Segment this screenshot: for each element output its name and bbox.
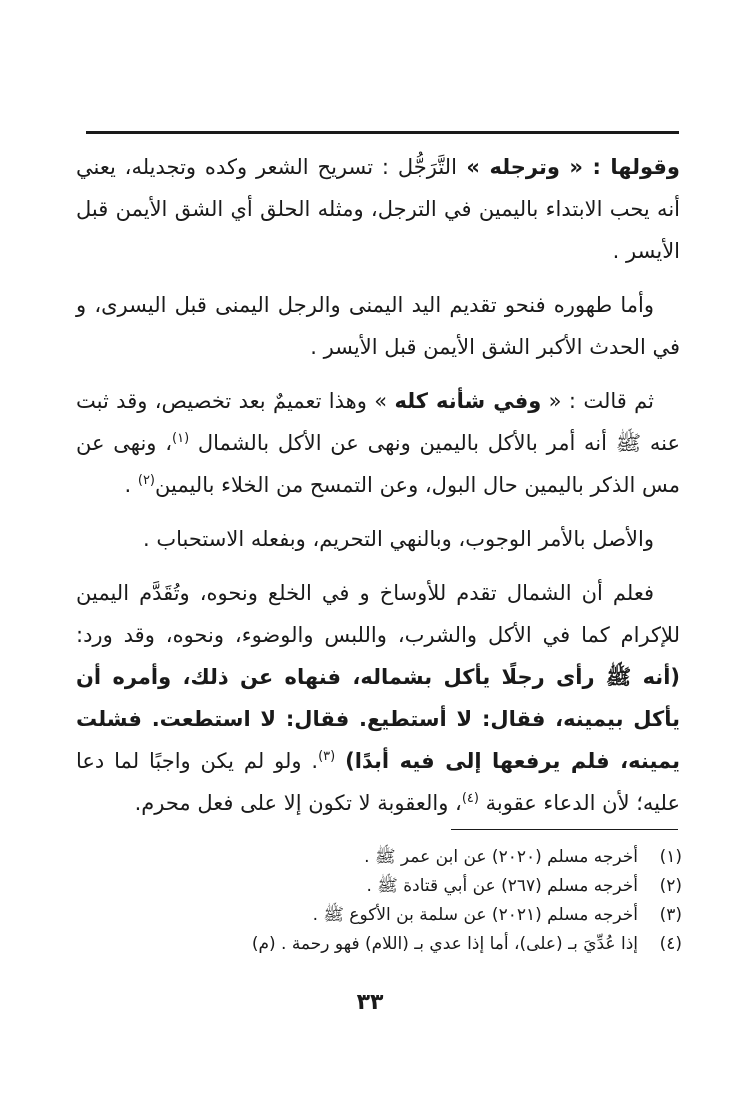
paragraph: [76, 146, 680, 272]
footnote-1: [220, 843, 682, 872]
text-run: ، والعقوبة لا تكون إلا على فعل محرم.: [134, 791, 462, 815]
paragraph: [76, 572, 680, 824]
paragraph: [76, 518, 680, 560]
text-run: والأصل بالأمر الوجوب، وبالنهي التحريم، وبفعله الاستحباب .: [143, 527, 654, 551]
header-rule: [86, 131, 679, 134]
page-number: ٣٣: [356, 990, 384, 1015]
footnote-number: (٣): [659, 905, 682, 925]
text-run: .: [124, 473, 138, 497]
bold-text: (أنه ﷺ رأى رجلًا يأكل بشماله، فنهاه عن ذلك، وأمره أن يأكل بيمينه، فقال: لا أستطيع. فقال: لا استطعت. فشلت يمينه، فلم يرفعها إلى فيه أبدًا): [76, 665, 680, 773]
main-text: [76, 146, 680, 836]
text-run: وأما طهوره فنحو تقديم اليد اليمنى والرجل اليمنى قبل اليسرى، و في الحدث الأكبر الشق الأيمن قبل الأيسر .: [76, 293, 680, 359]
footnotes: [220, 843, 682, 959]
footnote-text: إذا عُدِّيَ بـ (على)، أما إذا عدي بـ (اللام) فهو رحمة . (م): [251, 934, 638, 954]
bold-text: وفي شأنه كله: [394, 389, 542, 413]
footnote-reference: (١): [172, 431, 190, 446]
text-run: ثم قالت : «: [541, 389, 654, 413]
bold-text: وقولها : « وترجله »: [456, 155, 680, 179]
footnote-text: أخرجه مسلم (٢٦٧) عن أبي قتادة ﷺ .: [366, 876, 638, 896]
text-run: » وهذا تعميمٌ بعد تخصيص، وقد ثبت عنه ﷺ أنه أمر بالأكل باليمين ونهى عن الأكل بالشمال: [76, 389, 680, 455]
footnote-reference: (٣): [318, 749, 336, 764]
text-run: [335, 749, 345, 773]
text-run: . ولو لم يكن واجبًا لما دعا عليه؛ لأن الدعاء عقوبة: [76, 749, 680, 815]
footnote-separator: [451, 829, 678, 830]
paragraph: [76, 284, 680, 368]
footnote-reference: (٢): [137, 473, 155, 488]
footnote-number: (١): [659, 847, 682, 867]
footnote-4: [220, 930, 682, 959]
footnote-text: أخرجه مسلم (٢٠٢٠) عن ابن عمر ﷺ .: [364, 847, 638, 867]
text-run: التَّرَجُّل : تسريح الشعر وكده وتجديله، يعني أنه يحب الابتداء باليمين في الترجل، ومثله الحلق أي الشق الأيمن قبل الأيسر .: [76, 155, 680, 263]
footnote-2: [220, 872, 682, 901]
footnote-number: (٤): [659, 934, 682, 954]
footnote-text: أخرجه مسلم (٢٠٢١) عن سلمة بن الأكوع ﷺ .: [312, 905, 638, 925]
text-run: فعلم أن الشمال تقدم للأوساخ و في الخلع ونحوه، وتُقَدَّم اليمين للإكرام كما في الأكل والشرب، واللبس والوضوء، ونحوه، وقد ورد:: [76, 581, 680, 647]
text-run: ، ونهى عن مس الذكر باليمين حال البول، وعن التمسح من الخلاء باليمين: [76, 431, 680, 497]
footnote-3: [220, 901, 682, 930]
footnote-number: (٢): [659, 876, 682, 896]
paragraph: [76, 380, 680, 506]
footnote-reference: (٤): [461, 791, 479, 806]
